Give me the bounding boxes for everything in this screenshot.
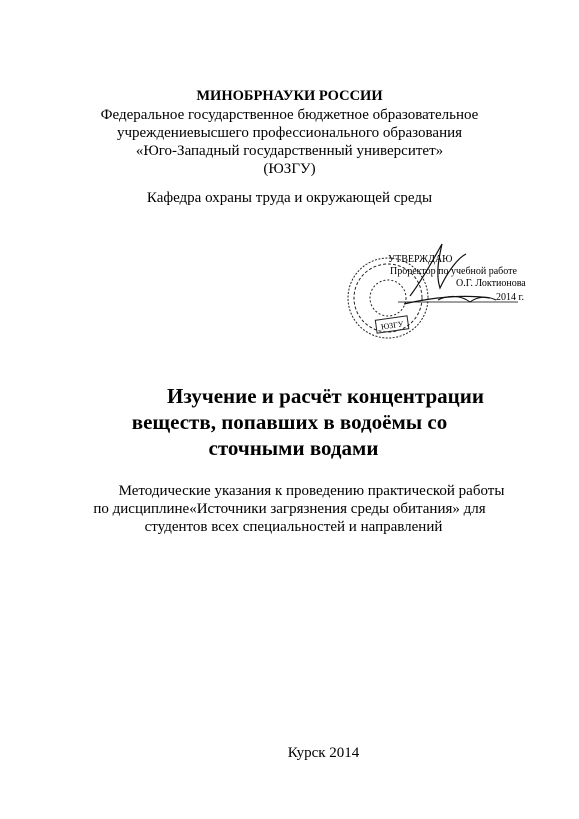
subtitle-line-3: студентов всех специальностей и направлений <box>144 519 443 535</box>
document-title-line-2: веществ, попавших в водоёмы со <box>131 410 448 434</box>
subtitle-line-1: Методические указания к проведению практической работы <box>118 483 505 499</box>
subtitle-line-2: по дисциплине«Источники загрязнения среды обитания» для <box>93 501 486 517</box>
document-title-line-3: сточными водами <box>208 436 379 460</box>
university-abbreviation: (ЮЗГУ) <box>263 161 316 177</box>
city-year: Курск 2014 <box>287 745 360 761</box>
approver-position: Проректор по учебной работе <box>390 266 517 277</box>
department-name: Кафедра охраны труда и окружающей среды <box>146 190 433 206</box>
institution-line-1: Федеральное государственное бюджетное образовательное <box>100 107 479 123</box>
approval-block <box>340 236 540 352</box>
approval-date: 2014 г. <box>496 292 524 303</box>
stamp-text: ЮЗГУ <box>380 319 404 332</box>
document-title-line-1: Изучение и расчёт концентрации <box>167 384 484 408</box>
university-name: «Юго-Западный государственный университет» <box>135 143 444 159</box>
approved-label: УТВЕРЖДАЮ <box>388 254 453 265</box>
ministry-heading: МИНОБРНАУКИ РОССИИ <box>196 88 383 104</box>
approver-name: О.Г. Локтионова <box>456 278 526 289</box>
institution-line-2: учреждениевысшего профессионального образования <box>116 125 463 141</box>
